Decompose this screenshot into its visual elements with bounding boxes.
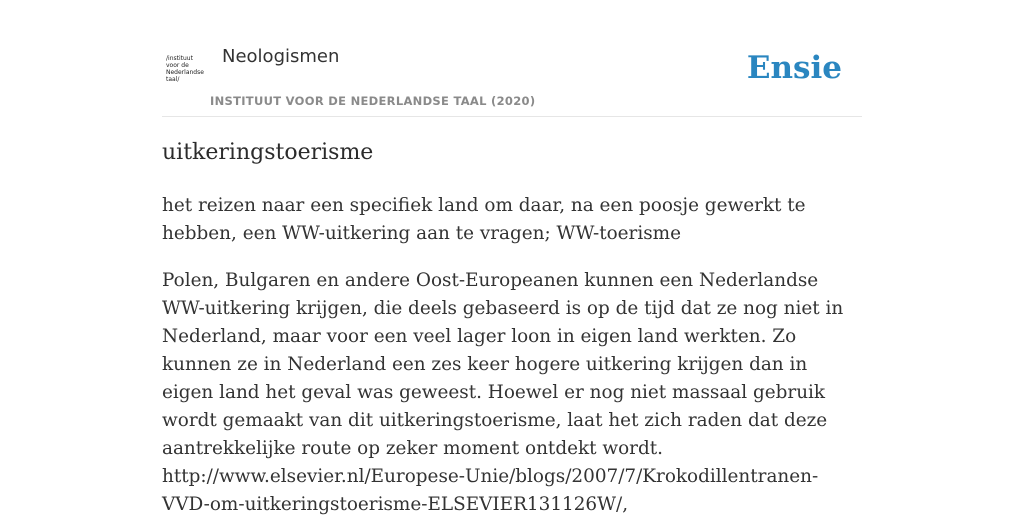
institute-logo[interactable]: /instituut voor de Nederlandse taal/: [166, 55, 204, 83]
source-header: [162, 0, 862, 117]
entry-example: Polen, Bulgaren en andere Oost-Europeanen kunnen een Nederlandse WW-uitkering krijgen, die deels gebaseerd is op de tijd dat ze nog niet in Nederland, maar voor een veel lager loon in eigen land werkten. Zo kunnen ze in Nederland een zes keer hogere uitkering krijgen dan in eigen land het geval was geweest. Hoewel er nog niet massaal gebruik wordt gemaakt van dit uitkeringstoerisme, laat het zich raden dat deze aantrekkelijke route op zeker moment ontdekt wordt. http://www.elsevier.nl/Europese-Unie/blogs/2007/7/Krokodillentranen-VVD-om-uitkeringstoerisme-ELSEVIER131126W/,: [162, 270, 844, 515]
source-title[interactable]: Neologismen: [222, 46, 340, 67]
entry-definition: het reizen naar een specifiek land om daar, na een poosje gewerkt te hebben, een WW-uitkering aan te vragen; WW-toerisme: [162, 195, 806, 244]
entry-card: [162, 0, 862, 515]
ensie-logo[interactable]: Ensie: [746, 50, 842, 86]
source-subtitle: INSTITUUT VOOR DE NEDERLANDSE TAAL (2020): [210, 94, 536, 108]
entry-term: uitkeringstoerisme: [162, 140, 374, 165]
